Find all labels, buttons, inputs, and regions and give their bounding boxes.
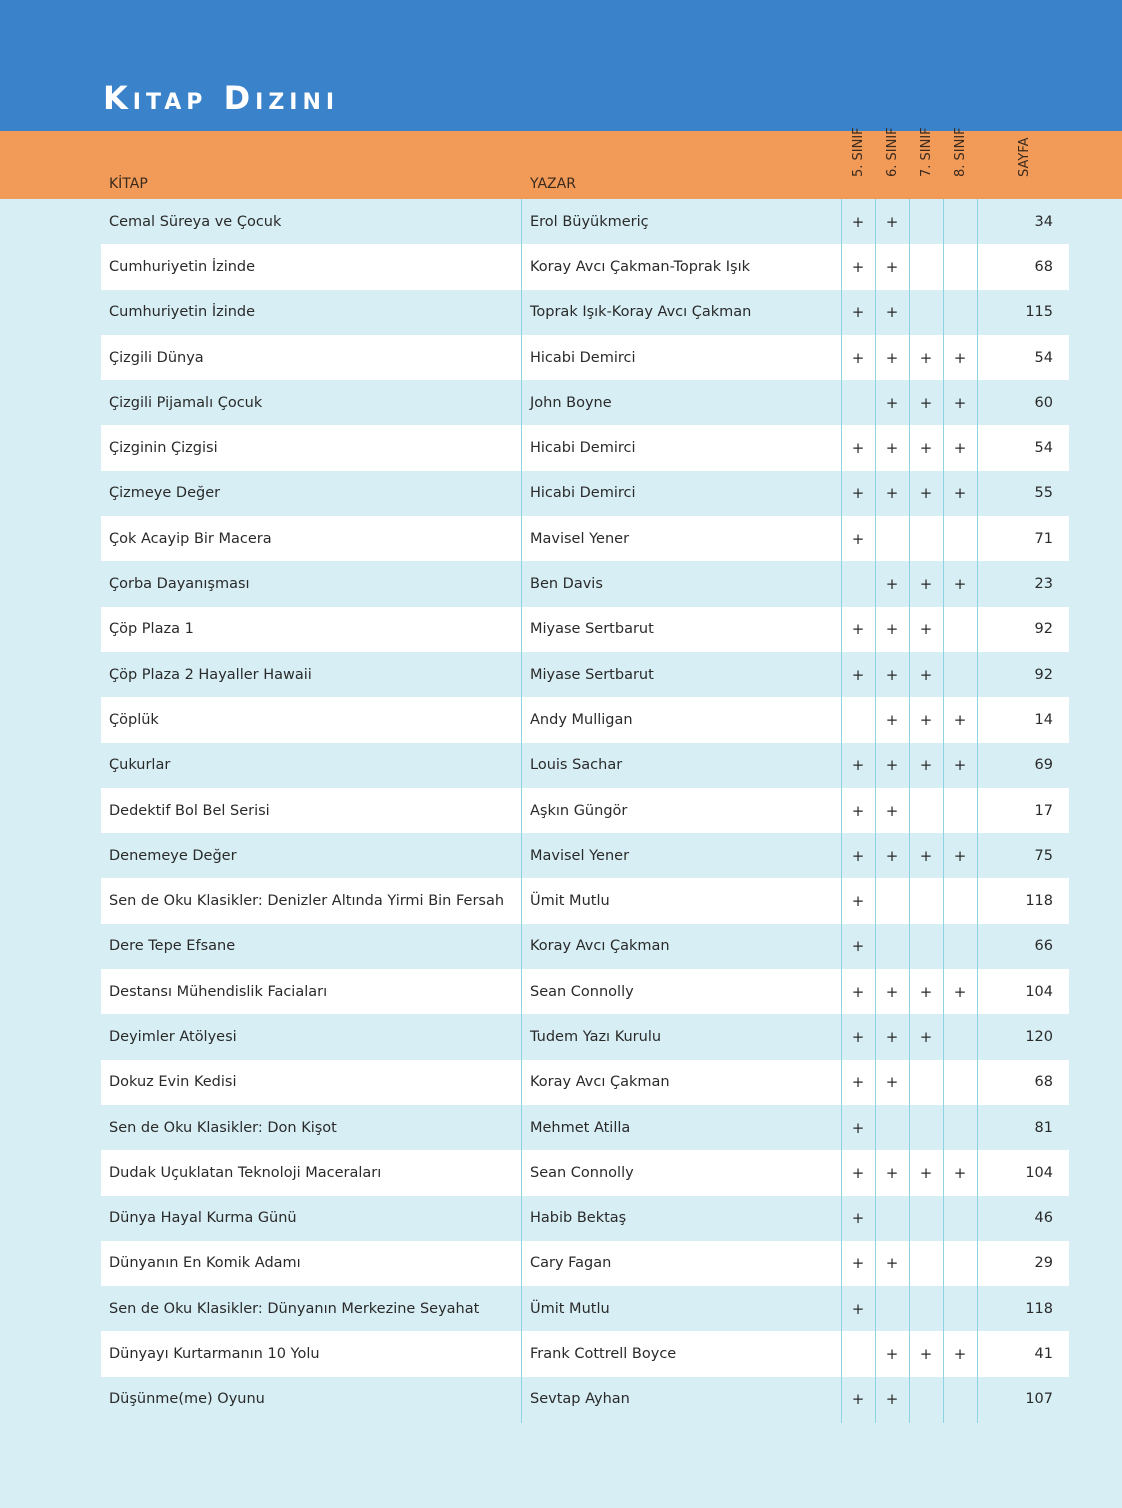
book-title: Çöplük [109,711,159,728]
table-row [101,788,1069,833]
page-number: 68 [1034,1074,1053,1091]
book-title: Dünya Hayal Kurma Günü [109,1210,297,1227]
grade-8-mark: + [953,710,967,729]
book-author: Toprak Işık-Koray Avcı Çakman [530,304,752,321]
grade-8-mark [943,199,977,244]
book-author: Cary Fagan [530,1255,612,1272]
book-author: Habib Bektaş [530,1210,627,1227]
grade-5-mark: + [851,756,865,775]
table-row [101,1014,1069,1059]
table-row [101,878,1069,923]
grade-5-mark: + [851,801,865,820]
book-title: Dudak Uçuklatan Teknoloji Maceraları [109,1164,382,1181]
grade-5-mark: + [851,439,865,458]
grade-7-mark: + [919,846,933,865]
book-title: Çorba Dayanışması [109,576,250,593]
table-row [101,1060,1069,1105]
page-number: 75 [1034,847,1053,864]
grade-5-mark: + [851,982,865,1001]
page-number: 118 [1025,1300,1053,1317]
grade-8-mark: + [953,348,967,367]
grade-6-mark: + [885,1163,899,1182]
book-author: Tudem Yazı Kurulu [530,1028,662,1045]
book-author: Koray Avcı Çakman [530,938,670,955]
grade-8-mark [943,788,977,833]
page-number: 118 [1025,893,1053,910]
book-title: Düşünme(me) Oyunu [109,1391,265,1408]
book-title: Çizmeye Değer [109,485,221,502]
page-number: 107 [1025,1391,1053,1408]
grade-6-mark: + [885,620,899,639]
grade-5-mark: + [851,1027,865,1046]
book-title: Çukurlar [109,757,171,774]
grade-7-mark: + [919,620,933,639]
grade-7-mark [909,1377,943,1422]
grade-8-mark [943,924,977,969]
grade-5-mark: + [851,665,865,684]
book-title: Dünyanın En Komik Adamı [109,1255,301,1272]
table-row [101,516,1069,561]
book-title: Dedektif Bol Bel Serisi [109,802,270,819]
column-divider [909,199,910,1423]
table-row [101,335,1069,380]
grade-8-mark: + [953,982,967,1001]
grade-8-mark: + [953,1345,967,1364]
grade-7-mark [909,244,943,289]
page-number: 41 [1034,1346,1053,1363]
grade-8-mark: + [953,484,967,503]
grade-7-mark: + [919,348,933,367]
grade-7-mark: + [919,1163,933,1182]
grade-7-mark: + [919,393,933,412]
page-number: 92 [1034,621,1053,638]
page-number: 68 [1034,258,1053,275]
table-row [101,1286,1069,1331]
page-number: 115 [1025,304,1053,321]
grade-8-mark [943,1196,977,1241]
grade-6-mark [875,1105,909,1150]
book-author: Koray Avcı Çakman-Toprak Işık [530,258,751,275]
page-number: 66 [1034,938,1053,955]
grade-5-mark: + [851,257,865,276]
book-title: Destansı Mühendislik Faciaları [109,983,328,1000]
book-title: Cumhuriyetin İzinde [109,304,256,321]
page-number: 29 [1034,1255,1053,1272]
grade-6-mark: + [885,1073,899,1092]
grade-6-mark: + [885,1390,899,1409]
grade-5-mark: + [851,1390,865,1409]
book-author: Louis Sachar [530,757,623,774]
grade-8-mark: + [953,756,967,775]
grade-8-mark: + [953,1163,967,1182]
grade-6-mark: + [885,801,899,820]
grade-5-mark: + [851,1254,865,1273]
grade-7-mark [909,1105,943,1150]
grade-8-mark [943,1105,977,1150]
table-row [101,924,1069,969]
grade-6-mark: + [885,756,899,775]
grade-5-mark [841,561,875,606]
grade-7-mark: + [919,575,933,594]
column-divider [875,199,876,1423]
grade-8-mark [943,607,977,652]
book-author: Sean Connolly [530,983,634,1000]
book-title: Dere Tepe Efsane [109,938,236,955]
book-author: Miyase Sertbarut [530,621,654,638]
grade-5-mark: + [851,303,865,322]
page-number: 92 [1034,666,1053,683]
grade-7-mark: + [919,1027,933,1046]
grade-6-mark: + [885,665,899,684]
grade-7-mark: + [919,982,933,1001]
grade-8-mark: + [953,846,967,865]
book-author: Ben Davis [530,576,603,593]
grade-5-mark: + [851,1073,865,1092]
page-number: 71 [1034,530,1053,547]
book-title: Sen de Oku Klasikler: Dünyanın Merkezine Seyahat [109,1300,480,1317]
page-number: 17 [1034,802,1053,819]
grade-6-mark: + [885,575,899,594]
grade-8-mark [943,1377,977,1422]
grade-7-mark [909,1241,943,1286]
page-number: 120 [1025,1028,1053,1045]
grade-6-mark: + [885,348,899,367]
book-title: Çöp Plaza 1 [109,621,194,638]
book-title: Çöp Plaza 2 Hayaller Hawaii [109,666,312,683]
column-divider [521,199,522,1423]
grade-5-mark: + [851,937,865,956]
table-row [101,1105,1069,1150]
grade-5-mark: + [851,212,865,231]
page-number: 14 [1034,711,1053,728]
grade-8-mark [943,1060,977,1105]
page-number: 104 [1025,1164,1053,1181]
page-number: 46 [1034,1210,1053,1227]
grade-6-mark: + [885,846,899,865]
table-row [101,969,1069,1014]
table-row [101,199,1069,244]
table-row [101,380,1069,425]
grade-6-mark [875,924,909,969]
grade-8-mark [943,652,977,697]
grade-8-mark: + [953,575,967,594]
grade-7-mark: + [919,439,933,458]
grade-8-mark [943,1286,977,1331]
grade-8-mark [943,1014,977,1059]
grade-6-mark [875,878,909,923]
page-number: 81 [1034,1119,1053,1136]
column-header-author: YAZAR [530,176,576,192]
grade-7-mark: + [919,756,933,775]
page-number: 54 [1034,349,1053,366]
grade-6-mark: + [885,1254,899,1273]
grade-6-mark: + [885,257,899,276]
grade-7-mark: + [919,484,933,503]
grade-6-mark: + [885,393,899,412]
grade-5-mark [841,697,875,742]
grade-6-mark [875,1286,909,1331]
table-row [101,1196,1069,1241]
book-title: Cemal Süreya ve Çocuk [109,213,282,230]
book-author: Hicabi Demirci [530,485,636,502]
page-number: 69 [1034,757,1053,774]
grade-8-mark: + [953,393,967,412]
book-author: Aşkın Güngör [530,802,628,819]
book-index-table [101,199,1069,1422]
book-title: Deyimler Atölyesi [109,1028,237,1045]
grade-5-mark: + [851,892,865,911]
table-row [101,471,1069,516]
grade-6-mark: + [885,1345,899,1364]
grade-5-mark: + [851,1209,865,1228]
grade-6-mark [875,516,909,561]
grade-6-mark: + [885,303,899,322]
book-author: Mavisel Yener [530,530,630,547]
table-row [101,561,1069,606]
book-title: Sen de Oku Klasikler: Denizler Altında Yirmi Bin Fersah [109,893,505,910]
grade-7-mark: + [919,710,933,729]
grade-8-mark [943,516,977,561]
grade-7-mark [909,516,943,561]
grade-6-mark: + [885,1027,899,1046]
book-title: Denemeye Değer [109,847,237,864]
grade-6-mark: + [885,439,899,458]
grade-8-mark [943,244,977,289]
grade-8-mark [943,1241,977,1286]
book-author: Sean Connolly [530,1164,634,1181]
page-number: 23 [1034,576,1053,593]
grade-7-mark [909,1196,943,1241]
grade-8-mark [943,878,977,923]
table-row [101,697,1069,742]
book-author: Hicabi Demirci [530,440,636,457]
grade-5-mark: + [851,1299,865,1318]
grade-6-mark [875,1196,909,1241]
grade-7-mark [909,924,943,969]
book-title: Çizginin Çizgisi [109,440,218,457]
page-number: 54 [1034,440,1053,457]
book-title: Çok Acayip Bir Macera [109,530,272,547]
grade-7-mark [909,290,943,335]
grade-7-mark [909,878,943,923]
column-divider [943,199,944,1423]
table-row [101,743,1069,788]
column-divider [841,199,842,1423]
book-title: Çizgili Dünya [109,349,204,366]
book-author: Hicabi Demirci [530,349,636,366]
book-title: Dünyayı Kurtarmanın 10 Yolu [109,1346,320,1363]
grade-8-mark: + [953,439,967,458]
grade-7-mark: + [919,1345,933,1364]
grade-7-mark: + [919,665,933,684]
grade-7-mark [909,199,943,244]
grade-5-mark: + [851,348,865,367]
grade-5-mark: + [851,484,865,503]
column-header-book: KİTAP [109,176,148,192]
page-number: 55 [1034,485,1053,502]
grade-7-mark [909,788,943,833]
page-number: 60 [1034,394,1053,411]
book-title: Sen de Oku Klasikler: Don Kişot [109,1119,337,1136]
grade-6-mark: + [885,484,899,503]
book-author: John Boyne [530,394,612,411]
book-author: Mavisel Yener [530,847,630,864]
book-author: Miyase Sertbarut [530,666,654,683]
book-author: Ümit Mutlu [530,893,610,910]
table-row [101,244,1069,289]
grade-6-mark: + [885,710,899,729]
table-row [101,607,1069,652]
table-row [101,1241,1069,1286]
book-author: Andy Mulligan [530,711,633,728]
grade-6-mark: + [885,982,899,1001]
grade-5-mark: + [851,1118,865,1137]
table-row [101,1331,1069,1376]
table-row [101,290,1069,335]
table-row [101,1377,1069,1422]
book-author: Frank Cottrell Boyce [530,1346,677,1363]
table-row [101,652,1069,697]
grade-7-mark [909,1286,943,1331]
grade-5-mark: + [851,846,865,865]
book-title: Dokuz Evin Kedisi [109,1074,237,1091]
grade-5-mark: + [851,620,865,639]
grade-6-mark: + [885,212,899,231]
grade-5-mark [841,380,875,425]
column-divider [977,199,978,1423]
book-title: Cumhuriyetin İzinde [109,258,256,275]
grade-5-mark: + [851,529,865,548]
book-author: Sevtap Ayhan [530,1391,630,1408]
table-row [101,833,1069,878]
book-author: Erol Büyükmeriç [530,213,649,230]
page-title: Kitap Dizini [103,79,340,117]
book-author: Mehmet Atilla [530,1119,631,1136]
grade-5-mark [841,1331,875,1376]
table-row [101,1150,1069,1195]
page-number: 104 [1025,983,1053,1000]
grade-7-mark [909,1060,943,1105]
book-author: Ümit Mutlu [530,1300,610,1317]
table-row [101,425,1069,470]
page-number: 34 [1034,213,1053,230]
book-title: Çizgili Pijamalı Çocuk [109,394,263,411]
grade-5-mark: + [851,1163,865,1182]
grade-8-mark [943,290,977,335]
book-author: Koray Avcı Çakman [530,1074,670,1091]
